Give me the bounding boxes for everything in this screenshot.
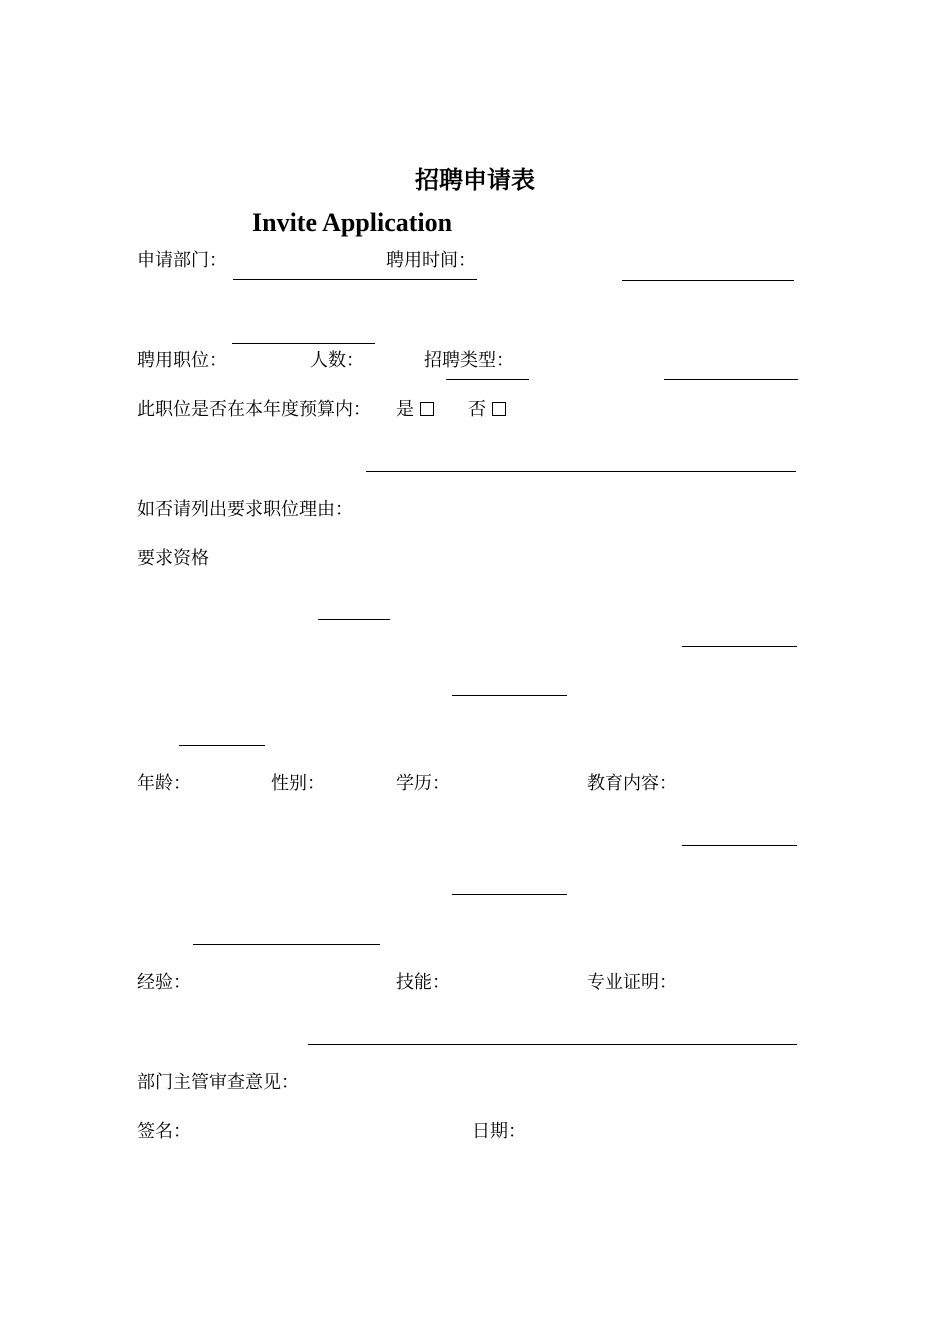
certification-label: 专业证明： xyxy=(587,972,677,993)
yes-checkbox[interactable] xyxy=(420,402,434,416)
signature-label: 签名： xyxy=(137,1121,191,1142)
position-field[interactable] xyxy=(232,343,375,344)
skills-label: 技能： xyxy=(396,972,450,993)
headcount-field[interactable] xyxy=(446,379,529,380)
department-field[interactable] xyxy=(233,279,477,280)
certification-field[interactable] xyxy=(682,845,797,846)
hire-type-label: 招聘类型： xyxy=(424,350,514,371)
budget-no-option[interactable] xyxy=(468,399,506,421)
no-checkbox[interactable] xyxy=(492,402,506,416)
form-title-en: Invite Application xyxy=(252,208,453,237)
education-field[interactable] xyxy=(452,695,567,696)
department-label: 申请部门： xyxy=(137,250,227,271)
experience-label: 经验： xyxy=(137,972,191,993)
budget-yes-option[interactable] xyxy=(396,399,434,421)
yes-label: 是 xyxy=(396,399,414,420)
age-field[interactable] xyxy=(179,745,265,746)
education-content-label: 教育内容： xyxy=(587,773,677,794)
hire-time-field[interactable] xyxy=(622,280,794,281)
experience-field[interactable] xyxy=(193,944,380,945)
budget-question: 此职位是否在本年度预算内： xyxy=(137,399,371,420)
qualifications-heading: 要求资格 xyxy=(137,548,209,569)
gender-label: 性别： xyxy=(271,773,325,794)
supervisor-opinion-label: 部门主管审查意见： xyxy=(137,1072,299,1093)
hire-type-field[interactable] xyxy=(664,379,798,380)
skills-field[interactable] xyxy=(452,894,567,895)
form-title-cn: 招聘申请表 xyxy=(415,166,535,194)
reason-field[interactable] xyxy=(366,471,796,472)
education-label: 学历： xyxy=(396,773,450,794)
reason-label: 如否请列出要求职位理由： xyxy=(137,499,353,520)
headcount-label: 人数： xyxy=(310,350,364,371)
supervisor-opinion-field[interactable] xyxy=(308,1044,797,1045)
hire-time-label: 聘用时间： xyxy=(386,250,476,271)
education-content-field[interactable] xyxy=(682,646,797,647)
gender-field[interactable] xyxy=(318,619,390,620)
date-label: 日期： xyxy=(472,1121,526,1142)
position-label: 聘用职位： xyxy=(137,350,227,371)
no-label: 否 xyxy=(468,399,486,420)
age-label: 年龄： xyxy=(137,773,191,794)
